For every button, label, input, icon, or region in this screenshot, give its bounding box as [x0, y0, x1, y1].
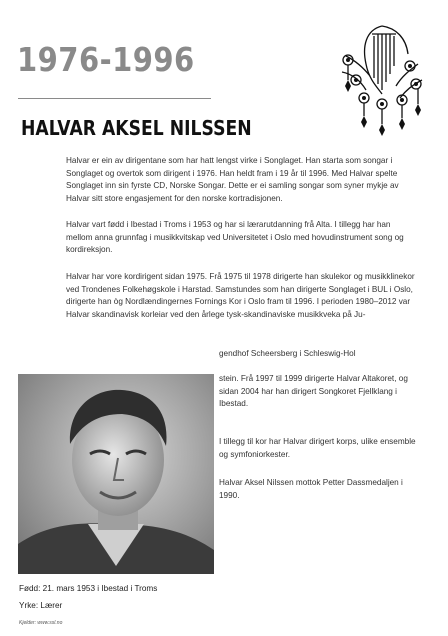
article-paragraph: stein. Frå 1997 til 1999 dirigerte Halvar Altakoret, og sidan 2004 har han dirigert Songkoret Fjellklang i Ibestad. [219, 374, 408, 409]
birth-info: Fødd: 21. mars 1953 i Ibestad i Troms [19, 584, 158, 593]
person-name-heading: HALVAR AKSEL NILSSEN [21, 116, 252, 140]
source-note: Kjelder: www.ssl.no [19, 620, 63, 626]
occupation-info: Yrke: Lærer [19, 601, 63, 610]
page-years-heading: 1976-1996 [17, 40, 195, 79]
article-paragraph: I tillegg til kor har Halvar dirigert korps, ulike ensemble og symfoniorkester. [219, 437, 416, 459]
article-paragraph: Halvar har vore kordirigent sidan 1975. Frå 1975 til 1978 dirigerte han skulekor og musikklinekor ved Trondenes Folkehøgskole i Harstad. Samstundes som han dirigerte Songlaget i BUL i Oslo, dirigerte han òg Nordlændingernes Fornings Kor i Oslo fram til 1996. I perioden 1980–2012 var Halvar skandinavisk korleiar ved den årlege tysk-skandinaviske musikkveka på Ju- [66, 272, 415, 319]
heading-divider [18, 98, 211, 99]
harp-emblem-icon [336, 20, 428, 140]
article-paragraph: Halvar er ein av dirigentane som har hatt lengst virke i Songlaget. Han starta som songar i Songlaget og overtok som dirigent i 1976. Han heldt fram i 19 år til 1996. Med Halvar spelte Songlaget inn sin fyrste CD, Norske Songar. Dette er ei samling songar som syner mykje av Halvar sitt store engasjement for den norske kortradisjonen. [66, 156, 399, 203]
portrait-photo [18, 374, 214, 574]
article-paragraph: Halvar Aksel Nilssen mottok Petter Dassmedaljen i 1990. [219, 478, 403, 500]
article-paragraph: Halvar vart fødd i Ibestad i Troms i 1953 og har si lærarutdanning frå Alta. I tillegg har han mellom anna grunnfag i musikkvitskap ved Universitetet i Oslo med hovudinstrument song og kordireksjon. [66, 220, 404, 255]
article-paragraph: gendhof Scheersberg i Schleswig-Hol [219, 349, 356, 358]
portrait-illustration [18, 374, 214, 574]
